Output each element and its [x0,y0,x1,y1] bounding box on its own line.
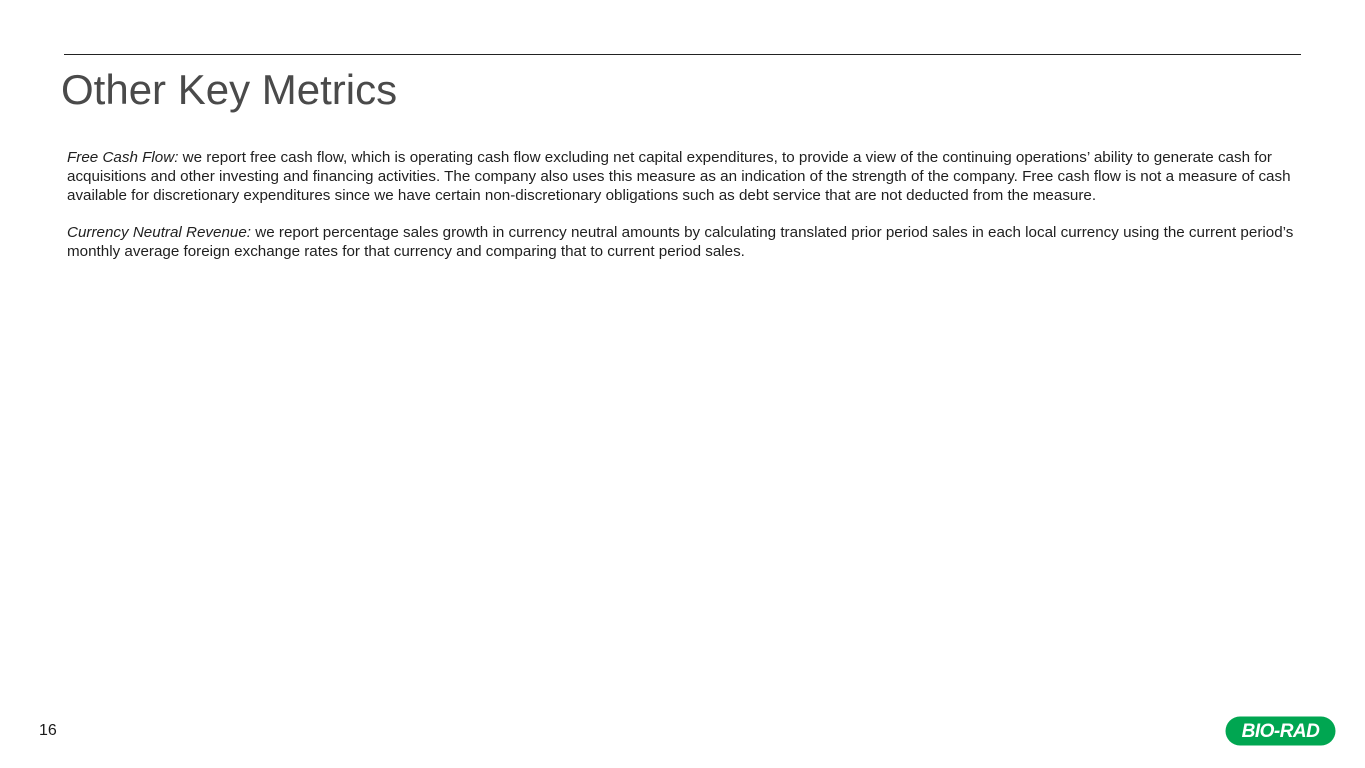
definition-free-cash-flow [67,148,1303,205]
svg-text:BIO-RAD: BIO-RAD [1241,721,1320,742]
slide-title: Other Key Metrics [61,66,398,113]
definition-text: we report percentage sales growth in currency neutral amounts by calculating translated prior period sales in each local currency using the current period’s monthly average foreign exchange rates for that currency and comparing that to current period sales. [67,224,1294,260]
definition-term: Currency Neutral Revenue: [67,224,252,241]
definition-term: Free Cash Flow: [67,149,179,166]
bio-rad-logo-graphic [1225,716,1336,746]
definition-currency-neutral-revenue [67,223,1303,261]
title-divider-line [64,54,1301,55]
definitions-body [67,148,1303,279]
bio-rad-logo [1225,716,1336,746]
definition-text: we report free cash flow, which is operating cash flow excluding net capital expenditures, to provide a view of the continuing operations’ ability to generate cash for acquisitions and other investing and financing activities. The company also uses this measure as an indication of the strength of the company. Free cash flow is not a measure of cash available for discretionary expenditures since we have certain non-discretionary obligations such as debt service that are not deducted from the measure. [67,149,1291,204]
page-number: 16 [39,722,57,739]
